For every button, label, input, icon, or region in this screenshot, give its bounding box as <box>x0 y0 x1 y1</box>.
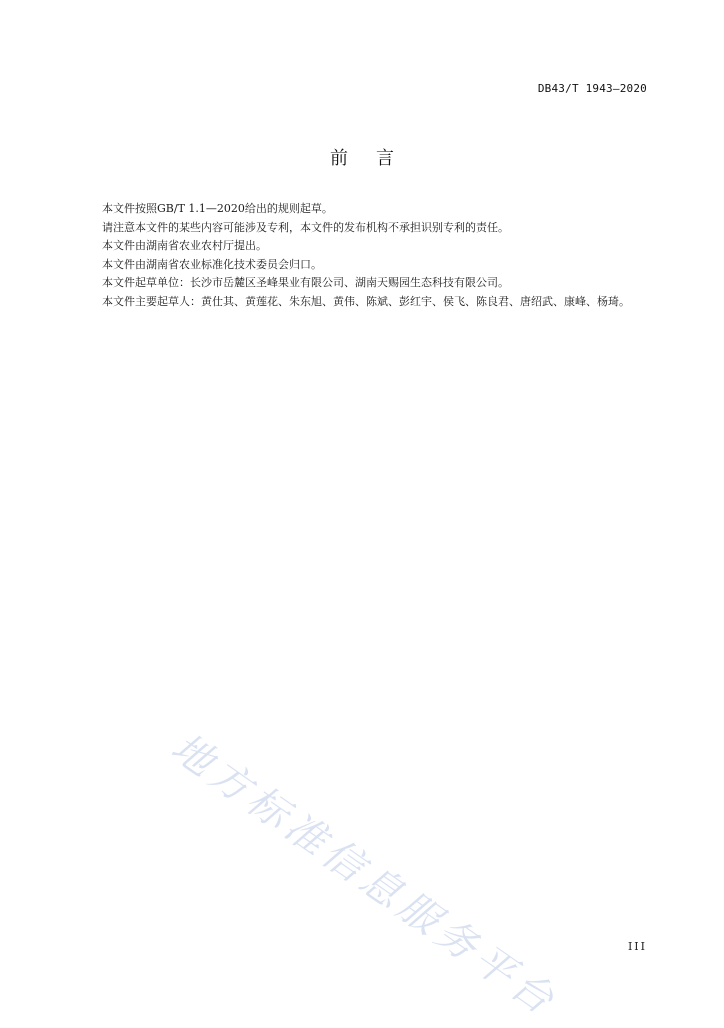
paragraph-drafting-rules: 本文件按照GB/T 1.1—2020给出的规则起草。 <box>102 202 333 215</box>
watermark: 地方标准信息服务平台 <box>162 724 566 1027</box>
foreword-body <box>80 200 648 311</box>
paragraph-drafting-units: 本文件起草单位：长沙市岳麓区圣峰果业有限公司、湖南天赐园生态科技有限公司。 <box>102 276 509 289</box>
paragraph-patent-notice: 请注意本文件的某些内容可能涉及专利，本文件的发布机构不承担识别专利的责任。 <box>102 220 509 234</box>
section-heading: 前言 <box>330 148 422 169</box>
paragraph-proposer: 本文件由湖南省农业农村厅提出。 <box>102 239 267 252</box>
paragraph-drafters: 本文件主要起草人：黄仕其、黄莲花、朱东旭、黄伟、陈斌、彭红宇、侯飞、陈良君、唐绍武、康峰、杨琦。 <box>102 294 630 308</box>
page-number: III <box>627 940 647 953</box>
paragraph-centralized-unit: 本文件由湖南省农业标准化技术委员会归口。 <box>102 257 322 271</box>
document-code: DB43/T 1943—2020 <box>537 82 647 95</box>
